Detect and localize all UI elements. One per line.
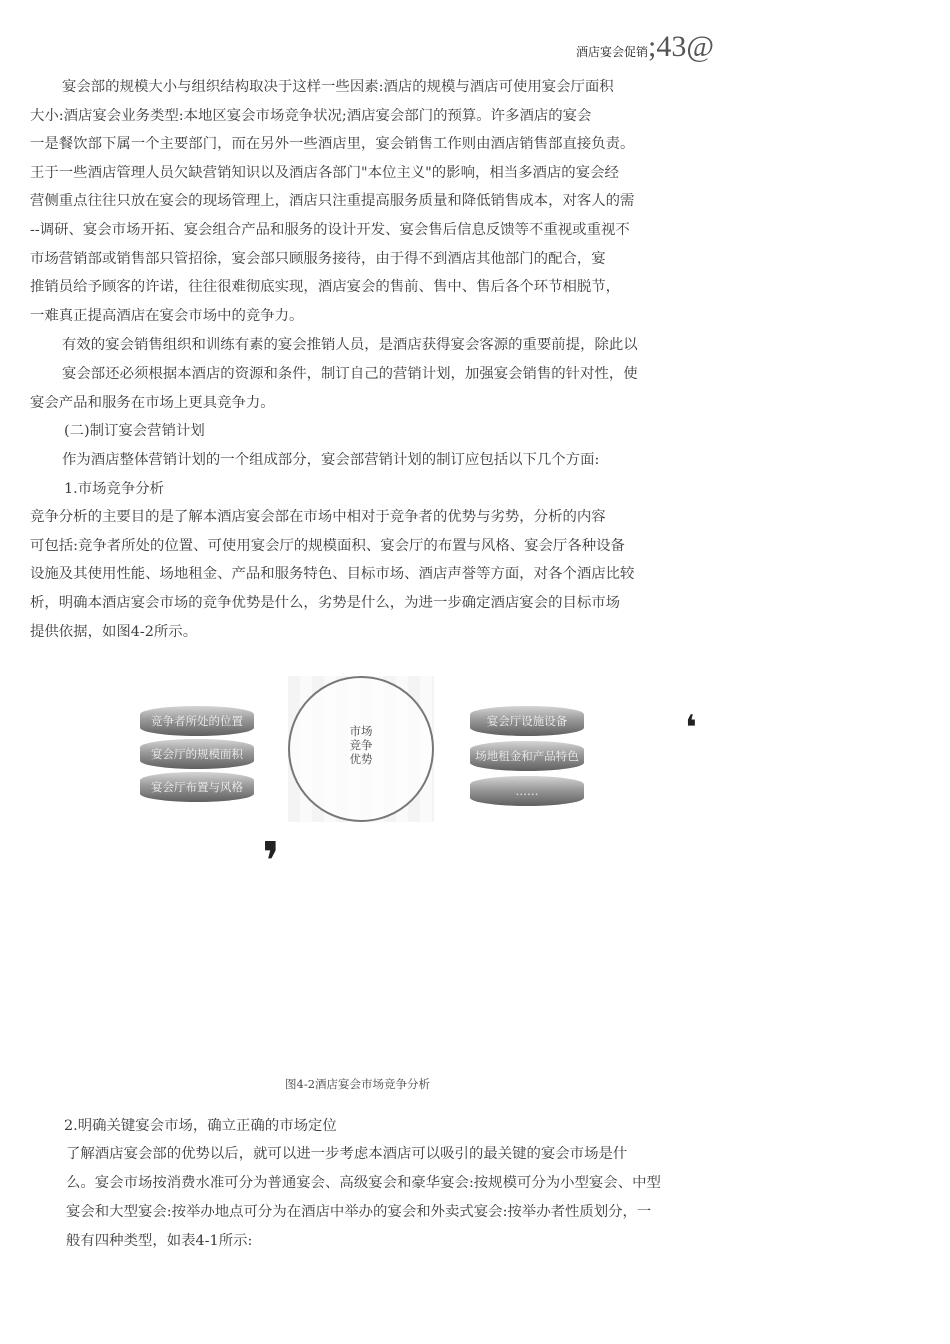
- text-line: 有效的宴会销售组织和训练有素的宴会推销人员，是酒店获得宴会客源的重要前提，除此以: [62, 337, 638, 353]
- text-line: 一是餐饮部下属一个主要部门，而在另外一些酒店里，宴会销售工作则由酒店销售部直接负责。: [30, 136, 635, 152]
- text-line: 般有四种类型，如表4-1所示:: [66, 1233, 253, 1249]
- text-line: 宴会部还必须根据本酒店的资源和条件，制订自己的营销计划，加强宴会销售的针对性，使: [62, 366, 638, 382]
- subsection-heading: 2.明确关键宴会市场，确立正确的市场定位: [64, 1118, 337, 1134]
- disk: 宴会厅的规模面积: [140, 739, 254, 769]
- text-line: 作为酒店整体营销计划的一个组成部分，宴会部营销计划的制订应包括以下几个方面:: [62, 452, 600, 468]
- market-advantage-circle: [288, 676, 434, 822]
- page-number: ;43@: [648, 30, 714, 63]
- text-line: 了解酒店宴会部的优势以后，就可以进一步考虑本酒店可以吸引的最关键的宴会市场是什: [66, 1146, 628, 1162]
- text-line: 宴会部的规模大小与组织结构取决于这样一些因素:酒店的规模与酒店可使用宴会厅面积: [62, 79, 614, 95]
- circle-label: [288, 724, 434, 766]
- text-line: 推销员给予顾客的许诺，往往很难彻底实现，酒店宴会的售前、售中、售后各个环节相脱节，: [30, 279, 621, 295]
- circle-label-line: 优势: [349, 752, 373, 766]
- section-heading: (二)制订宴会营销计划: [64, 423, 205, 439]
- text-line: 宴会产品和服务在市场上更具竞争力。: [30, 395, 275, 411]
- text-line: 提供依据，如图4-2所示。: [30, 624, 198, 640]
- text-line: 一难真正提高酒店在宴会市场中的竞争力。: [30, 308, 304, 324]
- text-line: 设施及其使用性能、场地租金、产品和服务特色、目标市场、酒店声誉等方面，对各个酒店比较: [30, 566, 635, 582]
- disk: 宴会厅设施设备: [470, 706, 584, 736]
- text-line: --调研、宴会市场开拓、宴会组合产品和服务的设计开发、宴会售后信息反馈等不重视或重视不: [30, 222, 630, 238]
- running-title: 酒店宴会促销: [576, 45, 649, 59]
- quote-mark: ❛: [685, 708, 697, 748]
- text-line: 竞争分析的主要目的是了解本酒店宴会部在市场中相对于竞争者的优势与劣势，分析的内容: [30, 509, 606, 525]
- text-line: 析，明确本酒店宴会市场的竞争优势是什么，劣势是什么，为进一步确定酒店宴会的目标市场: [30, 595, 621, 611]
- disk: 场地租金和产品特色: [470, 741, 584, 771]
- text-line: 宴会和大型宴会:按举办地点可分为在酒店中举办的宴会和外卖式宴会:按举办者性质划分，一: [66, 1204, 652, 1220]
- circle-label-line: 市场: [349, 724, 373, 738]
- text-line: 可包括:竞争者所处的位置、可使用宴会厅的规模面积、宴会厅的布置与风格、宴会厅各种设备: [30, 538, 625, 554]
- text-line: 大小:酒店宴会业务类型:本地区宴会市场竞争状况;酒店宴会部门的预算。许多酒店的宴会: [30, 108, 592, 124]
- page-header: [576, 30, 714, 64]
- text-line: 王于一些酒店管理人员欠缺营销知识以及酒店各部门"本位主义"的影响，相当多酒店的宴会经: [30, 165, 619, 181]
- disk: 竞争者所处的位置: [140, 706, 254, 736]
- text-line: 市场营销部或销售部只管招徐，宴会部只顾服务接待，由于得不到酒店其他部门的配合，宴: [30, 251, 606, 267]
- disk: 宴会厅布置与风格: [140, 772, 254, 802]
- competition-figure: [140, 676, 610, 826]
- subsection-heading: 1.市场竞争分析: [64, 481, 165, 497]
- circle-label-line: 竞争: [349, 738, 373, 752]
- quote-mark: ❜: [262, 832, 281, 892]
- text-line: 营侧重点往往只放在宴会的现场管理上，酒店只注重提高服务质量和降低销售成本，对客人的需: [30, 193, 635, 209]
- text-line: 么。宴会市场按消费水准可分为普通宴会、高级宴会和豪华宴会:按规模可分为小型宴会、中型: [66, 1175, 661, 1191]
- figure-caption: 图4-2酒店宴会市场竞争分析: [285, 1077, 431, 1091]
- disk: ……: [470, 776, 584, 806]
